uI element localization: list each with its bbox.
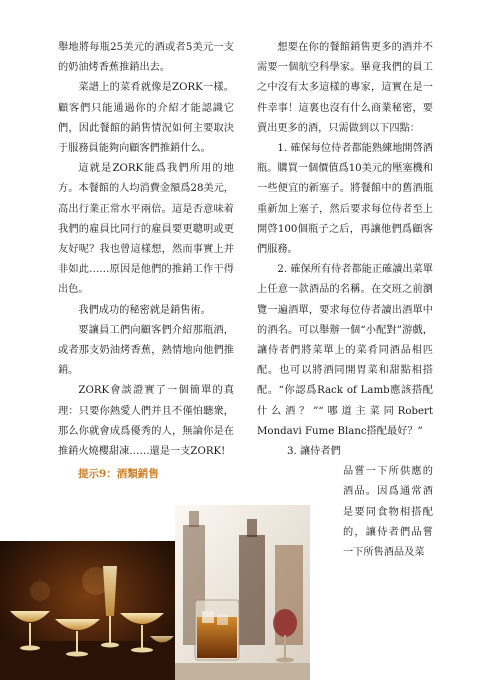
- whisky-photo: [175, 505, 310, 680]
- right-column: [257, 38, 433, 563]
- left-column: [58, 38, 234, 484]
- left-paragraph-1: 舉地將每瓶25美元的酒或者5美元一支的奶油烤香蕉推銷出去。: [58, 42, 234, 74]
- left-paragraph-3: 這就是ZORK能爲我們所用的地方。本餐館的人均消費金額爲28美元，高出行業正常水平兩倍。這是否意味着我們的雇員比同行的雇員要更聰明或更友好呢？我也曾這樣想，然而事實上并非如此……原因是他們的推銷工作干得出色。: [58, 163, 234, 296]
- right-paragraph-4-continued: 品嘗一下所供應的酒品。因爲通常酒是要同食物相搭配的，讓侍者們品嘗一下所售酒品及菜: [343, 466, 433, 559]
- right-paragraph-2: 1. 確保每位侍者都能熟練地開啓酒瓶。購買一個價值爲10美元的壓塞機和一些便宜的新塞子。將餐館中的舊酒瓶重新加上塞子，然后要求每位侍者至上開啓100個瓶子之后，再讓他們爲顧客們服務。: [257, 143, 433, 256]
- right-paragraph-1: 想要在你的餐館銷售更多的酒并不需要一個航空科學家。畢竟我們的員工之中沒有太多這樣的專家，這實在是一件幸事！這裏也沒有什么商業秘密，要賣出更多的酒，只需做到以下四點：: [257, 42, 433, 134]
- wine-glasses-photo: [0, 541, 176, 680]
- tip-heading: 提示9：酒類銷售: [78, 468, 159, 481]
- left-paragraph-6: ZORK會談證實了一個簡單的真理：只要你熱愛人們并且不僅怕聽衆，那么你就會成爲優秀的人，無論你是在推銷火燒櫻甜凍……還是一支ZORK!: [58, 385, 234, 458]
- left-paragraph-4: 我們成功的秘密就是銷售術。: [78, 304, 211, 316]
- whisky-illustration: [175, 505, 310, 680]
- right-paragraph-4-start: 3. 讓侍者們: [287, 446, 341, 458]
- left-paragraph-5: 要讓員工們向顧客們介紹那瓶酒，或者那支奶油烤香蕉，熱情地向他們推銷。: [58, 324, 234, 377]
- wine-glasses-illustration: [0, 541, 176, 680]
- left-paragraph-2: 菜譜上的菜肴就像是ZORK一樣。顧客們只能通過你的介紹才能認識它們，因此餐館的銷售情況如何主要取決于服務員能夠向顧客們推銷什么。: [58, 82, 234, 155]
- right-paragraph-3: 2. 確保所有侍者都能正確讀出菜單上任意一款酒品的名稱。在交班之前瀏覽一遍酒單，要求每位侍者讀出酒單中的酒名。可以舉辦一個“小配對”游戲，讓侍者們將菜單上的菜肴同酒品相匹配。也可以將酒同開胃菜和甜點相搭配。“你認爲Rack of Lamb應該搭配什么酒？”“哪道主菜同Robert Mondavi Fume Blanc搭配最好？”: [257, 264, 433, 437]
